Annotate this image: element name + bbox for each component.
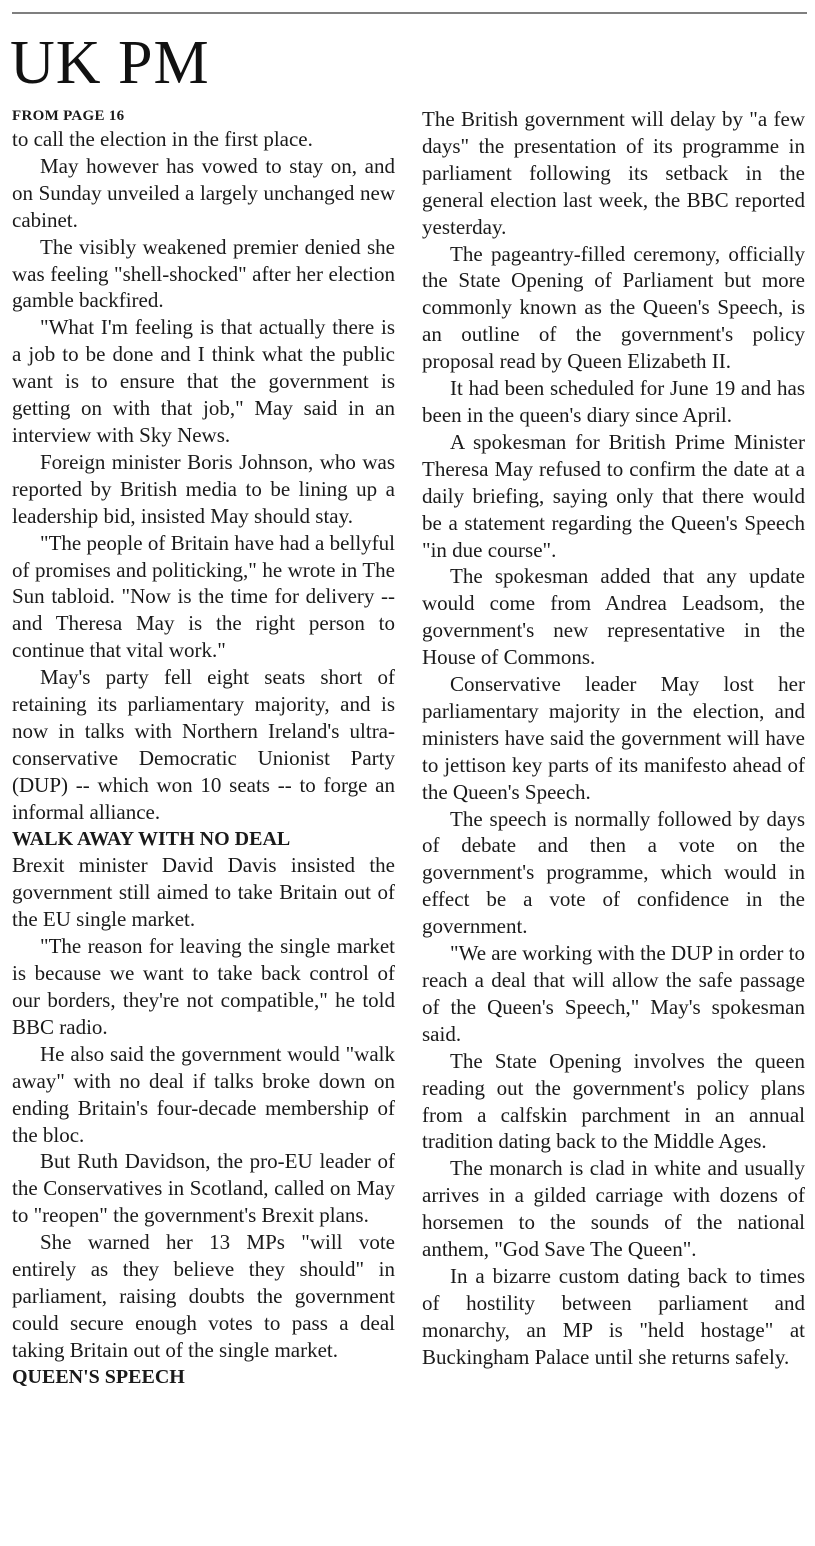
article-paragraph: In a bizarre custom dating back to times of hostility between parliament and monarchy, an MP is "held hostage" at Buckingham Palace until she returns safely. [422,1263,805,1369]
article-paragraph: The visibly weakened premier denied she was feeling "shell-shocked" after her election gamble backfired. [12,234,395,313]
article-paragraph: The speech is normally followed by days of debate and then a vote on the government's programme, which would in effect be a vote of confidence in the government. [422,806,805,939]
article-headline: UK PM [10,29,210,97]
article-paragraph: The spokesman added that any update would come from Andrea Leadsom, the government's new representative in the House of Commons. [422,564,805,670]
article-paragraph: The pageantry-filled ceremony, officially the State Opening of Parliament but more commonly known as the Queen's Speech, is an outline of the government's policy proposal read by Queen Elizabeth II. [422,241,805,374]
article-paragraph: He also said the government would "walk away" with no deal if talks broke down on ending Britain's four-decade membership of the bloc. [12,1041,395,1147]
article-column-left [12,106,395,1391]
article-paragraph: May's party fell eight seats short of retaining its parliamentary majority, and is now in talks with Northern Ireland's ultra-conservative Democratic Unionist Party (DUP) -- which won 10 seats -- to forge an informal alliance. [12,665,395,824]
article-paragraph: The British government will delay by "a few days" the presentation of its programme in parliament following its setback in the general election last week, the BBC reported yesterday. [422,107,805,239]
section-subheading: WALK AWAY WITH NO DEAL [12,827,291,850]
article-paragraph: Brexit minister David Davis insisted the government still aimed to take Britain out of the EU single market. [12,853,395,932]
section-subheading: QUEEN'S SPEECH [12,1365,185,1388]
from-page-label: FROM PAGE 16 [12,108,125,124]
article-paragraph: The State Opening involves the queen reading out the government's policy plans from a calfskin parchment in an annual tradition dating back to the Middle Ages. [422,1048,805,1154]
article-paragraph: She warned her 13 MPs "will vote entirely as they believe they should" in parliament, raising doubts the government could secure enough votes to pass a deal taking Britain out of the single market. [12,1230,395,1362]
article-column-right [422,106,805,1371]
right-column-body [422,106,805,1371]
article-paragraph: "The people of Britain have had a bellyful of promises and politicking," he wrote in The Sun tabloid. "Now is the time for delivery -- and Theresa May is the right person to continue that vital work." [12,530,395,663]
top-rule-divider [12,12,807,14]
article-paragraph: It had been scheduled for June 19 and has been in the queen's diary since April. [422,376,805,427]
article-paragraph: A spokesman for British Prime Minister Theresa May refused to confirm the date at a daily briefing, saying only that there would be a statement regarding the Queen's Speech "in due course". [422,429,805,562]
article-paragraph: "The reason for leaving the single market is because we want to take back control of our borders, they're not compatible," he told BBC radio. [12,934,395,1039]
article-paragraph: May however has vowed to stay on, and on Sunday unveiled a largely unchanged new cabinet. [12,153,395,232]
article-paragraph: Foreign minister Boris Johnson, who was reported by British media to be lining up a leadership bid, insisted May should stay. [12,449,395,528]
article-paragraph: But Ruth Davidson, the pro-EU leader of the Conservatives in Scotland, called on May to "reopen" the government's Brexit plans. [12,1149,395,1228]
article-paragraph: The monarch is clad in white and usually arrives in a gilded carriage with dozens of horsemen to the sounds of the national anthem, "God Save The Queen". [422,1156,805,1262]
top-cut-off-text [12,0,807,10]
article-paragraph: to call the election in the first place. [12,127,313,151]
article-paragraph: "We are working with the DUP in order to reach a deal that will allow the safe passage of the Queen's Speech," May's spokesman said. [422,941,805,1046]
left-column-body [12,126,395,1391]
article-paragraph: Conservative leader May lost her parliamentary majority in the election, and ministers have said the government will have to jettison key parts of its manifesto ahead of the Queen's Speech. [422,672,805,804]
article-paragraph: "What I'm feeling is that actually there is a job to be done and I think what the public want is to ensure that the government is getting on with that job," May said in an interview with Sky News. [12,315,395,447]
